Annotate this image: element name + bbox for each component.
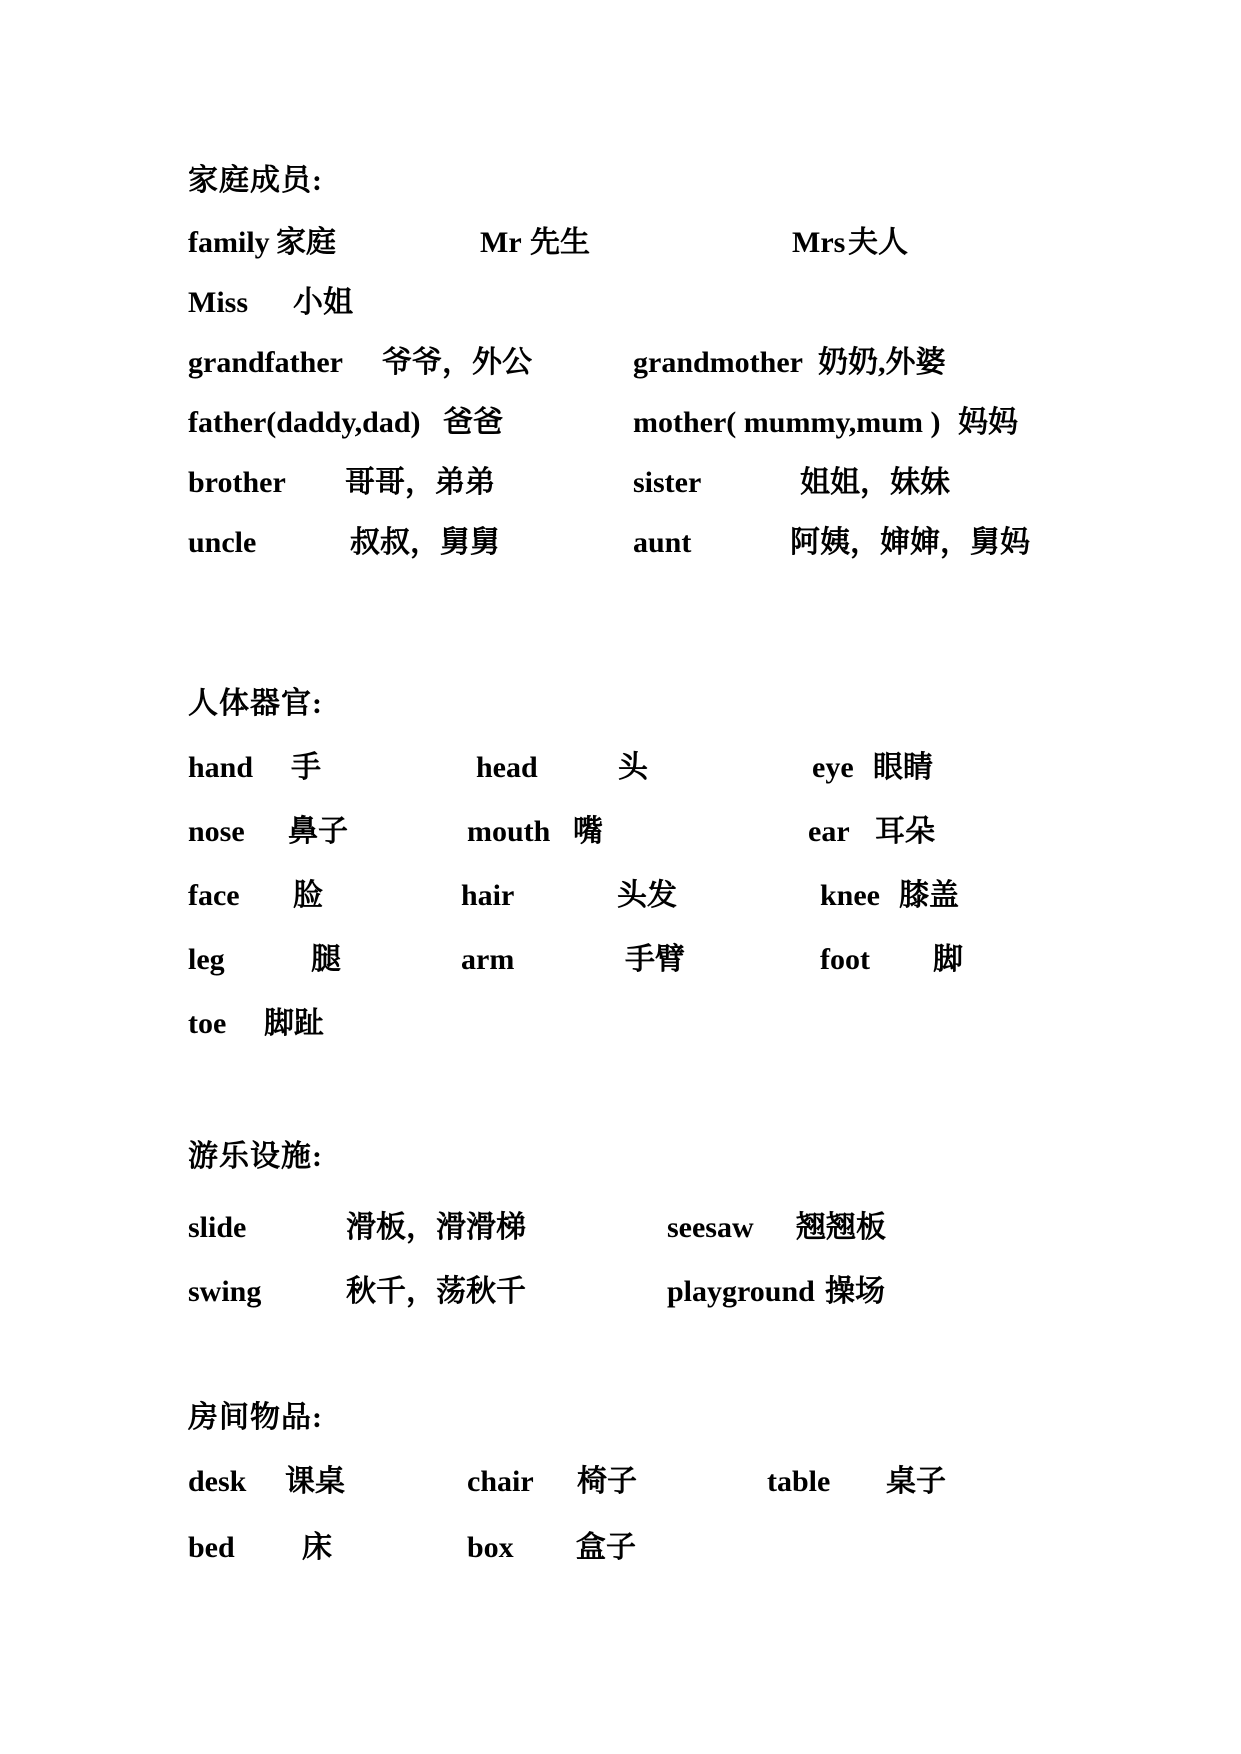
vocab-zh: 爸爸 bbox=[443, 406, 503, 439]
vocab-en: seesaw bbox=[667, 1211, 754, 1244]
vocab-en: bed bbox=[188, 1531, 235, 1564]
vocab-zh: 耳朵 bbox=[875, 815, 935, 848]
vocab-zh: 手 bbox=[291, 751, 321, 784]
vocab-zh: 妈妈 bbox=[958, 406, 1018, 439]
vocab-en: family bbox=[188, 226, 270, 259]
vocab-zh: 小姐 bbox=[293, 286, 353, 319]
vocab-zh: 椅子 bbox=[577, 1465, 637, 1498]
vocab-en: playground bbox=[667, 1275, 815, 1308]
vocab-zh: 脚 bbox=[933, 943, 963, 976]
vocab-zh: 课桌 bbox=[285, 1465, 345, 1498]
vocab-en: ear bbox=[808, 815, 850, 848]
vocab-zh: 奶奶,外婆 bbox=[818, 346, 946, 379]
section-title: 人体器官: bbox=[188, 687, 323, 720]
vocab-zh: 桌子 bbox=[886, 1465, 946, 1498]
vocab-en: hair bbox=[461, 879, 515, 912]
vocab-zh: 盒子 bbox=[576, 1531, 636, 1564]
vocab-en: Mrs bbox=[792, 226, 846, 259]
vocab-en: grandmother bbox=[633, 346, 803, 379]
vocab-zh: 操场 bbox=[825, 1275, 885, 1308]
vocab-zh: 滑板，滑滑梯 bbox=[346, 1211, 526, 1244]
vocab-zh: 叔叔，舅舅 bbox=[350, 526, 500, 559]
vocab-en: knee bbox=[820, 879, 880, 912]
vocab-zh: 爷爷，外公 bbox=[382, 346, 532, 379]
vocab-zh: 膝盖 bbox=[899, 879, 959, 912]
vocab-zh: 翘翘板 bbox=[796, 1211, 886, 1244]
vocab-en: brother bbox=[188, 466, 286, 499]
vocab-en: slide bbox=[188, 1211, 247, 1244]
vocab-en: arm bbox=[461, 943, 515, 976]
section-title: 游乐设施: bbox=[188, 1140, 323, 1173]
vocab-en: leg bbox=[188, 943, 225, 976]
vocab-zh: 床 bbox=[302, 1531, 332, 1564]
vocab-en: swing bbox=[188, 1275, 262, 1308]
vocab-en: face bbox=[188, 879, 240, 912]
vocab-zh: 手臂 bbox=[625, 943, 685, 976]
vocab-zh: 家庭 bbox=[276, 226, 336, 259]
vocab-en: table bbox=[767, 1465, 831, 1498]
vocab-zh: 头 bbox=[618, 751, 648, 784]
vocab-en: chair bbox=[467, 1465, 534, 1498]
vocab-zh: 头发 bbox=[617, 879, 677, 912]
vocab-en: nose bbox=[188, 815, 245, 848]
vocab-en: grandfather bbox=[188, 346, 343, 379]
vocab-zh: 眼睛 bbox=[873, 751, 933, 784]
vocab-zh: 阿姨，婶婶，舅妈 bbox=[790, 526, 1030, 559]
vocab-zh: 先生 bbox=[530, 226, 590, 259]
vocab-zh: 哥哥，弟弟 bbox=[345, 466, 495, 499]
vocab-en: father(daddy,dad) bbox=[188, 406, 421, 439]
vocab-zh: 秋千，荡秋千 bbox=[346, 1275, 526, 1308]
vocab-zh: 夫人 bbox=[848, 226, 908, 259]
vocab-en: Miss bbox=[188, 286, 248, 319]
vocab-zh: 脚趾 bbox=[264, 1007, 324, 1040]
vocab-en: eye bbox=[812, 751, 854, 784]
vocab-en: Mr bbox=[480, 226, 522, 259]
section-title: 房间物品: bbox=[188, 1401, 323, 1434]
section-title: 家庭成员: bbox=[188, 164, 323, 197]
vocab-en: toe bbox=[188, 1007, 227, 1040]
vocab-en: box bbox=[467, 1531, 514, 1564]
vocab-en: sister bbox=[633, 466, 702, 499]
vocab-en: head bbox=[476, 751, 538, 784]
vocab-en: foot bbox=[820, 943, 870, 976]
vocab-en: aunt bbox=[633, 526, 692, 559]
vocab-zh: 腿 bbox=[311, 943, 341, 976]
vocab-en: mouth bbox=[467, 815, 551, 848]
vocab-en: hand bbox=[188, 751, 254, 784]
vocab-zh: 鼻子 bbox=[288, 815, 348, 848]
vocab-zh: 嘴 bbox=[573, 815, 603, 848]
vocab-en: mother( mummy,mum ) bbox=[633, 406, 941, 439]
vocab-en: uncle bbox=[188, 526, 257, 559]
vocab-zh: 姐姐，妹妹 bbox=[800, 466, 950, 499]
vocab-en: desk bbox=[188, 1465, 247, 1498]
vocab-zh: 脸 bbox=[293, 879, 323, 912]
